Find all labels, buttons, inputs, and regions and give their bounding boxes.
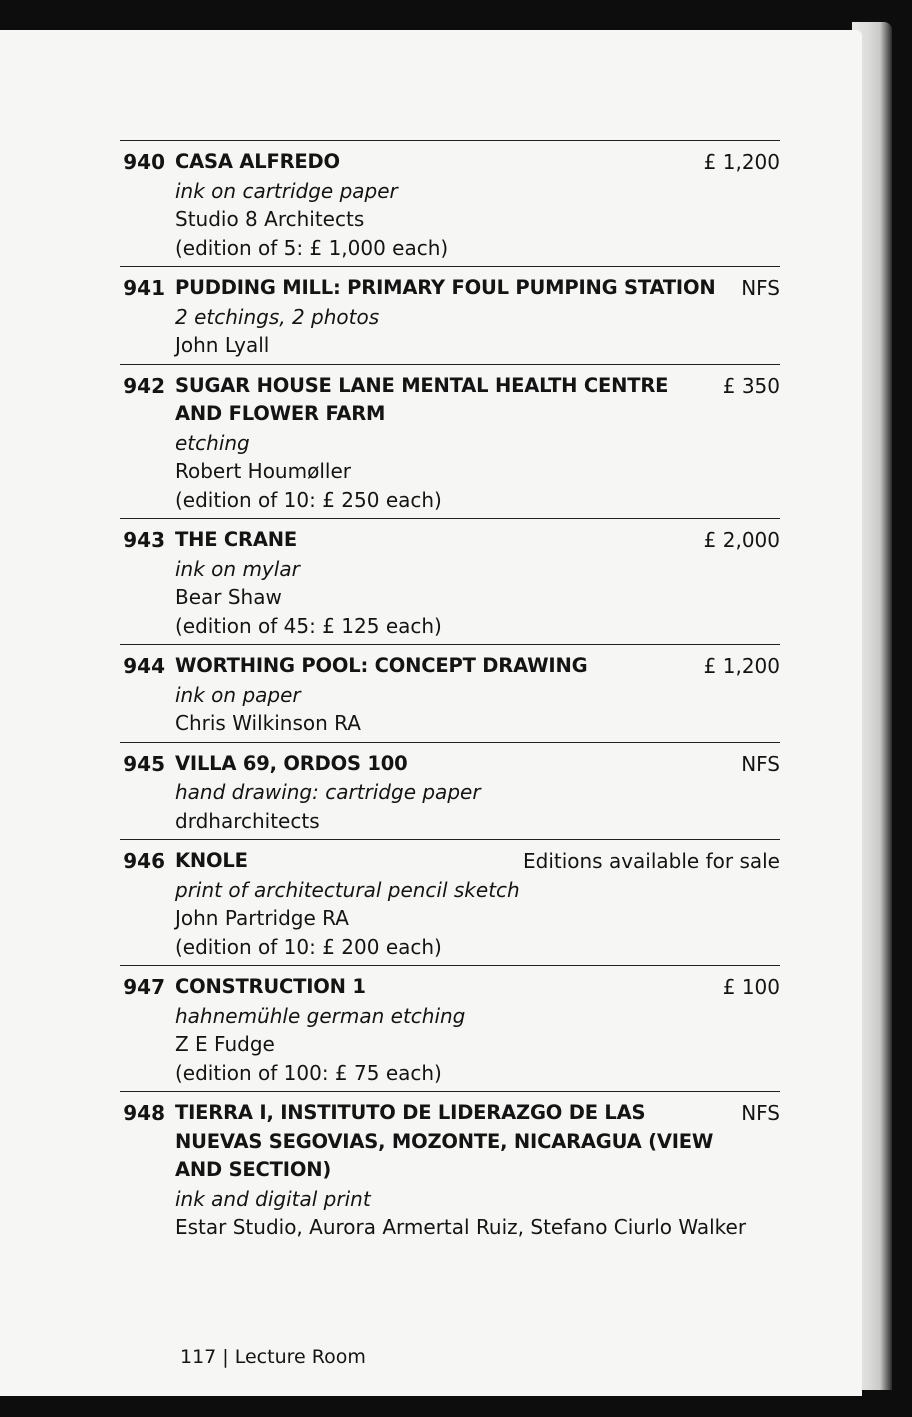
entry-medium: hahnemühle german etching <box>175 1003 466 1028</box>
entry-title: VILLA 69, ORDOS 100 <box>175 751 408 775</box>
entry-list <box>120 140 780 1246</box>
entry-edition: (edition of 100: £ 75 each) <box>175 1060 442 1085</box>
entry-medium: ink and digital print <box>175 1186 371 1211</box>
entry-artist: Bear Shaw <box>175 585 282 609</box>
entry-title: WORTHING POOL: CONCEPT DRAWING <box>175 654 588 677</box>
entry-medium: 2 etchings, 2 photos <box>175 304 380 329</box>
entry-title: THE CRANE <box>175 528 297 551</box>
entry-medium: etching <box>175 430 250 455</box>
entry-edition: (edition of 45: £ 125 each) <box>175 613 442 638</box>
entry-number: 941 <box>123 276 165 300</box>
catalogue-entry <box>120 839 780 965</box>
entry-edition: (edition of 10: £ 200 each) <box>175 934 442 959</box>
entry-number: 945 <box>123 751 165 776</box>
entry-artist: Z E Fudge <box>175 1032 275 1056</box>
entry-number: 940 <box>123 150 165 174</box>
entry-number: 942 <box>123 373 165 398</box>
catalogue-entry <box>120 364 780 519</box>
entry-price: £ 2,000 <box>703 528 780 552</box>
entry-price: Editions available for sale <box>522 849 780 873</box>
entry-title: CASA ALFREDO <box>175 150 340 173</box>
entry-medium: hand drawing: cartridge paper <box>175 780 481 804</box>
entry-price: NFS <box>741 1101 780 1125</box>
entry-title: PUDDING MILL: PRIMARY FOUL PUMPING STATION <box>175 276 716 299</box>
entry-title: SUGAR HOUSE LANE MENTAL HEALTH CENTRE AND FLOWER FARM <box>175 373 669 425</box>
entry-medium: ink on mylar <box>175 556 300 581</box>
catalogue-entry <box>120 140 780 266</box>
entry-artist: John Partridge RA <box>175 906 349 930</box>
catalogue-page <box>0 30 862 1396</box>
entry-title: CONSTRUCTION 1 <box>175 975 366 998</box>
entry-number: 947 <box>123 975 165 999</box>
entry-price: £ 1,200 <box>703 654 780 678</box>
catalogue-entry <box>120 644 780 742</box>
entry-edition: (edition of 5: £ 1,000 each) <box>175 235 449 260</box>
entry-title: TIERRA I, INSTITUTO DE LIDERAZGO DE LAS NUEVAS SEGOVIAS, MOZONTE, NICARAGUA (VIEW AND SECTION) <box>175 1101 714 1181</box>
catalogue-entry <box>120 965 780 1091</box>
page-footer: 117 | Lecture Room <box>180 1346 366 1368</box>
entry-artist: Chris Wilkinson RA <box>175 711 361 735</box>
entry-medium: print of architectural pencil sketch <box>175 877 520 902</box>
entry-number: 948 <box>123 1101 165 1125</box>
entry-artist: John Lyall <box>175 333 270 357</box>
entry-number: 943 <box>123 528 165 552</box>
entry-price: £ 350 <box>722 373 780 398</box>
entry-number: 944 <box>123 654 165 678</box>
entry-medium: ink on cartridge paper <box>175 178 398 203</box>
entry-artist: drdharchitects <box>175 808 320 833</box>
catalogue-entry <box>120 518 780 644</box>
entry-artist: Robert Houmøller <box>175 459 351 483</box>
entry-edition: (edition of 10: £ 250 each) <box>175 487 442 512</box>
entry-artist: Studio 8 Architects <box>175 207 365 231</box>
catalogue-entry <box>120 1091 780 1246</box>
entry-price: NFS <box>741 276 780 300</box>
catalogue-entry <box>120 266 780 364</box>
entry-medium: ink on paper <box>175 682 301 707</box>
catalogue-entry <box>120 742 780 840</box>
entry-price: NFS <box>741 751 780 776</box>
entry-number: 946 <box>123 849 165 873</box>
entry-price: £ 100 <box>722 975 780 999</box>
entry-price: £ 1,200 <box>703 150 780 174</box>
entry-title: KNOLE <box>175 849 248 872</box>
entry-artist: Estar Studio, Aurora Armertal Ruiz, Stefano Ciurlo Walker <box>175 1215 747 1239</box>
